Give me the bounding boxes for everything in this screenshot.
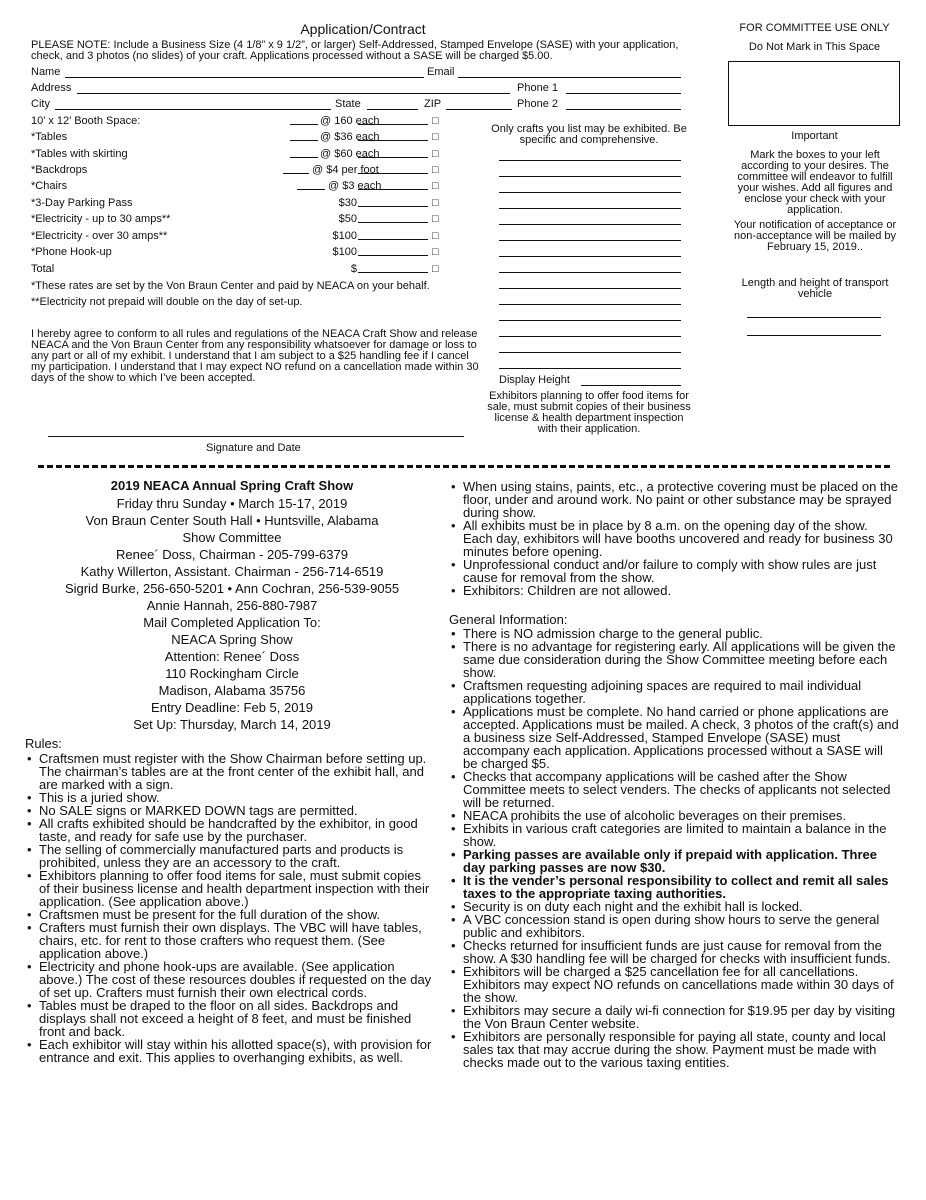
- rule-item: • Unprofessional conduct and/or failure to comply with show rules are just cause for removal from the show.: [449, 558, 899, 584]
- general-item: • Exhibitors will be charged a $25 cancellation fee for all cancellations. Exhibitors may expect NO refunds on cancellations made within 30 days of the show.: [449, 965, 899, 1004]
- rule-item: • Exhibitors: Children are not allowed.: [449, 584, 899, 597]
- general-item: • Exhibits in various craft categories are limited to maintain a balance in the show.: [449, 822, 899, 848]
- state-field[interactable]: [367, 109, 418, 110]
- checkbox[interactable]: □: [432, 180, 439, 192]
- rule-item: • Tables must be draped to the floor on all sides. Backdrops and displays shall not exceed a height of 8 feet, and must be finished front and back.: [25, 999, 435, 1038]
- rule-item: • When using stains, paints, etc., a protective covering must be placed on the floor, under and around work. No paint or other substance may be sprayed during show.: [449, 480, 899, 519]
- checkbox[interactable]: □: [432, 115, 439, 127]
- state-label: State: [335, 98, 361, 110]
- craft-line[interactable]: [499, 304, 681, 305]
- general-item: • Exhibitors are personally responsible for paying all state, county and local sales tax that may accrue during the show. Payment must be made with checks made out to the various taxing entities.: [449, 1030, 899, 1069]
- show-title: 2019 NEACA Annual Spring Craft Show: [110, 478, 354, 493]
- general-item: • Exhibitors may secure a daily wi-fi connection for $19.95 per day by visiting the Von Braun Center website.: [449, 1004, 899, 1030]
- craft-line[interactable]: [499, 176, 681, 177]
- transport-label: Length and height of transport vehicle: [741, 277, 889, 300]
- sase-note: PLEASE NOTE: Include a Business Size (4 1/8” x 9 1/2”, or larger) Self-Addressed, Stamped Envelope (SASE) with your application, check, and 3 photos (no slides) of your craft. Applications processed without a SASE will be charged $5.00.: [31, 39, 679, 62]
- craft-line[interactable]: [499, 288, 681, 289]
- phone1-label: Phone 1: [517, 82, 558, 94]
- rate-row: [31, 179, 451, 193]
- address-field[interactable]: [77, 93, 510, 94]
- form-title: Application/Contract: [300, 21, 426, 37]
- rate-row: [31, 147, 451, 161]
- qty-field[interactable]: [290, 140, 318, 141]
- rate-label: *Tables with skirting: [31, 148, 128, 160]
- rate-row: [31, 114, 451, 128]
- show-line: Attention: Renee´ Doss: [164, 649, 300, 664]
- general-item-bold: • Parking passes are available only if prepaid with application. Three day parking passes are now $30.: [449, 848, 899, 874]
- address-label: Address: [31, 82, 72, 94]
- footnote-rates: *These rates are set by the Von Braun Center and paid by NEACA on your behalf.: [31, 280, 430, 292]
- checkbox[interactable]: □: [432, 263, 439, 275]
- rule-item: • All exhibits must be in place by 8 a.m. on the opening day of the show. Each day, exhibitors will have booths uncovered and ready for business 30 minutes before opening.: [449, 519, 899, 558]
- qty-field[interactable]: [290, 124, 318, 125]
- city-label: City: [31, 98, 50, 110]
- rate-row: [31, 196, 451, 210]
- qty-field[interactable]: [290, 157, 318, 158]
- rules-list: [25, 752, 435, 1064]
- rules-heading: Rules:: [25, 736, 62, 751]
- rate-row: [31, 245, 451, 259]
- display-height-field[interactable]: [581, 385, 681, 386]
- phone2-field[interactable]: [566, 109, 681, 110]
- rate-label: *3-Day Parking Pass: [31, 197, 133, 209]
- rule-item: • All crafts exhibited should be handcrafted by the exhibitor, in good taste, and ready for safe use by the purchaser.: [25, 817, 435, 843]
- general-list: [449, 627, 899, 1069]
- general-item-bold: • It is the vender’s personal responsibility to collect and remit all sales taxes to the appropriate taxing authorities.: [449, 874, 899, 900]
- craft-line[interactable]: [499, 192, 681, 193]
- rate-value: @ $3 each: [328, 180, 382, 192]
- craft-line[interactable]: [499, 240, 681, 241]
- show-line: Entry Deadline: Feb 5, 2019: [151, 700, 313, 715]
- general-item: • Security is on duty each night and the exhibit hall is locked.: [449, 900, 899, 913]
- rate-value: $50: [338, 213, 357, 225]
- agreement-text: I hereby agree to conform to all rules and regulations of the NEACA Craft Show and release NEACA and the Von Braun Center from any responsibility whatsoever for damage or loss to any part or all of my exhibit. I understand that I am subject to a $25 handling fee if I cancel my participation. I understand that I may expect NO refund on a cancellation made within 30 days of the show to which I’ve been accepted.: [31, 328, 479, 384]
- rule-item: • Each exhibitor will stay within his allotted space(s), with provision for entrance and exit. This applies to overhanging exhibits, as well.: [25, 1038, 435, 1064]
- amount-field[interactable]: [358, 189, 428, 190]
- show-line: 110 Rockingham Circle: [165, 666, 299, 681]
- rule-item: • Craftsmen must register with the Show Chairman before setting up. The chairman’s tables are at the front center of the exhibit hall, and are marked with a sign.: [25, 752, 435, 791]
- craft-line[interactable]: [499, 208, 681, 209]
- show-line: Annie Hannah, 256-880-7987: [146, 598, 318, 613]
- rate-label: *Backdrops: [31, 164, 88, 176]
- rate-label: *Phone Hook-up: [31, 246, 112, 258]
- show-line: Set Up: Thursday, March 14, 2019: [133, 717, 331, 732]
- general-item: • A VBC concession stand is open during show hours to serve the general public and exhibitors.: [449, 913, 899, 939]
- city-field[interactable]: [55, 109, 331, 110]
- craft-line[interactable]: [499, 224, 681, 225]
- display-height-label: Display Height: [499, 374, 570, 386]
- amount-field[interactable]: [358, 124, 428, 125]
- show-line: Von Braun Center South Hall • Huntsville, Alabama: [85, 513, 379, 528]
- amount-field[interactable]: [358, 157, 428, 158]
- transport-height-field[interactable]: [747, 335, 881, 336]
- show-info: [22, 477, 442, 733]
- rule-item: • The selling of commercially manufactured parts and products is prohibited, unless they are an accessory to the craft.: [25, 843, 435, 869]
- show-line: Renee´ Doss, Chairman - 205-799-6379: [116, 547, 348, 562]
- general-item: • There is NO admission charge to the general public.: [449, 627, 899, 640]
- amount-field[interactable]: [358, 255, 428, 256]
- rule-item: • Electricity and phone hook-ups are available. (See application above.) The cost of these resources doubles if requested on the day of set up. Crafters must furnish their own electrical cords.: [25, 960, 435, 999]
- amount-field[interactable]: [358, 173, 428, 174]
- rule-item: • Craftsmen must be present for the full duration of the show.: [25, 908, 435, 921]
- rate-row: [31, 212, 451, 226]
- rate-label: 10’ x 12’ Booth Space:: [31, 115, 141, 127]
- craft-line[interactable]: [499, 352, 681, 353]
- rate-label: Total: [31, 263, 55, 275]
- checkbox[interactable]: □: [432, 230, 439, 242]
- committee-subtitle: Do Not Mark in This Space: [748, 41, 881, 53]
- rule-item: • Exhibitors planning to offer food items for sale, must submit copies of their business license and health department inspection with their application. (See application above.): [25, 869, 435, 908]
- general-item: • Checks that accompany applications will be cashed after the Show Committee meets to select venders. The checks of applicants not selected will be returned.: [449, 770, 899, 809]
- rate-value: $100: [332, 230, 357, 242]
- name-label: Name: [31, 66, 61, 78]
- qty-field[interactable]: [283, 173, 309, 174]
- amount-field[interactable]: [358, 206, 428, 207]
- rule-item: • This is a juried show.: [25, 791, 435, 804]
- amount-field[interactable]: [358, 272, 428, 273]
- checkbox[interactable]: □: [432, 197, 439, 209]
- rate-label: *Electricity - up to 30 amps**: [31, 213, 171, 225]
- rate-value: @ 160 each: [320, 115, 380, 127]
- signature-label: Signature and Date: [206, 442, 301, 454]
- checkbox[interactable]: □: [432, 148, 439, 160]
- committee-title: FOR COMMITTEE USE ONLY: [739, 22, 890, 34]
- rate-label: *Tables: [31, 131, 68, 143]
- crafts-note: Only crafts you list may be exhibited. Be specific and comprehensive.: [491, 123, 687, 146]
- checkbox[interactable]: □: [432, 246, 439, 258]
- amount-field[interactable]: [358, 222, 428, 223]
- craft-line[interactable]: [499, 272, 681, 273]
- rate-label: *Electricity - over 30 amps**: [31, 230, 168, 242]
- rate-value: @ $4 per foot: [312, 164, 379, 176]
- email-label: Email: [427, 66, 455, 78]
- rate-row: [31, 130, 451, 144]
- rule-item: • Crafters must furnish their own displays. The VBC will have tables, chairs, etc. for rent to those crafters who request them. (See application above.): [25, 921, 435, 960]
- phone2-label: Phone 2: [517, 98, 558, 110]
- important-heading: Important: [791, 130, 838, 142]
- show-line: Sigrid Burke, 256-650-5201 • Ann Cochran, 256-539-9055: [64, 581, 400, 596]
- show-line: Kathy Willerton, Assistant. Chairman - 256-714-6519: [80, 564, 384, 579]
- craft-line[interactable]: [499, 160, 681, 161]
- show-line: Mail Completed Application To:: [143, 615, 321, 630]
- footnote-electricity: **Electricity not prepaid will double on the day of set-up.: [31, 296, 303, 308]
- notification-text: Your notification of acceptance or non-acceptance will be mailed by February 15, 2019..: [733, 219, 897, 253]
- committee-box: [728, 61, 900, 126]
- rate-value: $100: [332, 246, 357, 258]
- checkbox[interactable]: □: [432, 164, 439, 176]
- checkbox[interactable]: □: [432, 213, 439, 225]
- phone1-field[interactable]: [566, 93, 681, 94]
- general-item: • There is no advantage for registering early. All applications will be given the same due consideration during the Show Committee meeting before each show.: [449, 640, 899, 679]
- show-line: Madison, Alabama 35756: [158, 683, 306, 698]
- rules-continued: [449, 480, 899, 597]
- craft-line[interactable]: [499, 336, 681, 337]
- rate-value: $30: [338, 197, 357, 209]
- general-item: • Craftsmen requesting adjoining spaces are required to mail individual applications together.: [449, 679, 899, 705]
- rate-row: [31, 229, 451, 243]
- amount-field[interactable]: [358, 140, 428, 141]
- zip-label: ZIP: [424, 98, 442, 110]
- show-line: Show Committee: [182, 530, 282, 545]
- mark-instructions: Mark the boxes to your left according to your desires. The committee will endeavor to fulfill your wishes. Add all figures and enclose your check with your application.: [737, 149, 893, 216]
- general-item: • NEACA prohibits the use of alcoholic beverages on their premises.: [449, 809, 899, 822]
- rate-value: $: [350, 263, 357, 275]
- name-field[interactable]: [65, 77, 424, 78]
- rate-label: *Chairs: [31, 180, 68, 192]
- rate-row: [31, 262, 451, 276]
- craft-line[interactable]: [499, 256, 681, 257]
- rate-value: @ $36 each: [320, 131, 380, 143]
- checkbox[interactable]: □: [432, 131, 439, 143]
- transport-length-field[interactable]: [747, 317, 881, 318]
- zip-field[interactable]: [446, 109, 512, 110]
- rate-value: @ $60 each: [320, 148, 380, 160]
- rate-row: [31, 163, 451, 177]
- qty-field[interactable]: [297, 189, 325, 190]
- food-note: Exhibitors planning to offer food items for sale, must submit copies of their business license & health department inspection with their application.: [487, 390, 691, 435]
- cut-line: [38, 465, 890, 468]
- email-field[interactable]: [458, 77, 681, 78]
- general-item: • Checks returned for insufficient funds are just cause for removal from the show. A $30 handling fee will be charged for checks with insufficient funds.: [449, 939, 899, 965]
- general-heading: General Information:: [449, 612, 568, 627]
- craft-line[interactable]: [499, 368, 681, 369]
- amount-field[interactable]: [358, 239, 428, 240]
- craft-line[interactable]: [499, 320, 681, 321]
- show-line: Friday thru Sunday • March 15-17, 2019: [116, 496, 348, 511]
- signature-line[interactable]: [48, 436, 464, 437]
- general-item: • Applications must be complete. No hand carried or phone applications are accepted. Applications must be mailed. A check, 3 photos of the craft(s) and a business size Self-Addressed, Stamped Envelope (SASE) must accompany each application. Applications processed without a SASE will be charged $5.: [449, 705, 899, 770]
- rule-item: • No SALE signs or MARKED DOWN tags are permitted.: [25, 804, 435, 817]
- show-line: NEACA Spring Show: [171, 632, 293, 647]
